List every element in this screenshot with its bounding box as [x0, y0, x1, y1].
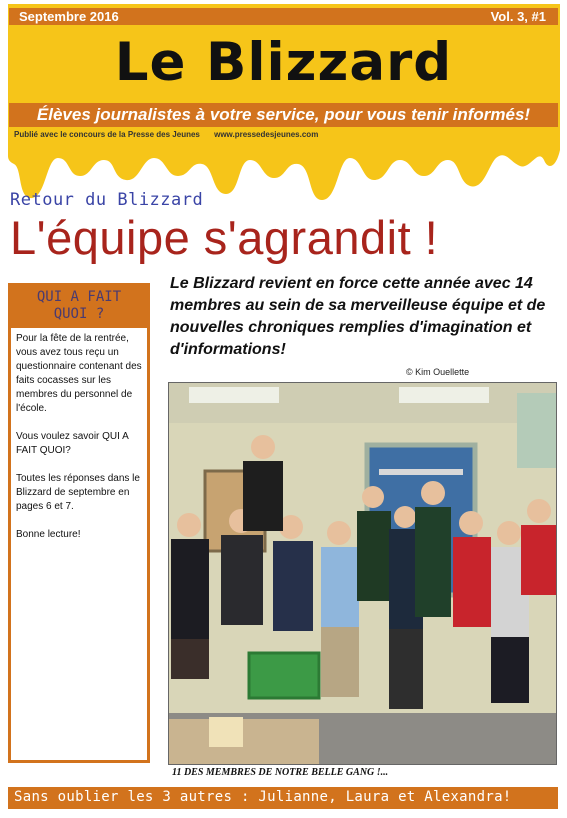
- publisher-credit: [14, 130, 318, 139]
- sidebar-title-line2: QUOI ?: [53, 306, 105, 322]
- tagline-bar: [9, 103, 558, 127]
- publisher-url[interactable]: www.pressedesjeunes.com: [214, 130, 319, 139]
- group-photo: [168, 382, 557, 765]
- photo-caption: 11 DES MEMBRES DE NOTRE BELLE GANG !...: [172, 767, 389, 778]
- sidebar-body: [16, 332, 144, 556]
- issue-date: Septembre 2016: [19, 9, 119, 24]
- footer-bar: [8, 787, 558, 809]
- sidebar-paragraph: Toutes les réponses dans le Blizzard de septembre en pages 6 et 7.: [16, 473, 140, 512]
- article-lede: Le Blizzard revient en force cette année avec 14 membres au sein de sa merveilleuse équipe et de nouvelles chroniques remplies d'imagination et d'informations!: [170, 275, 546, 358]
- photo-credit: © Kim Ouellette: [406, 367, 470, 377]
- sidebar-paragraph: Pour la fête de la rentrée, vous avez tous reçu un questionnaire contenant des faits cocasses sur les membres du personnel de l'école.: [16, 333, 142, 414]
- volume-number: Vol. 3, #1: [490, 9, 546, 24]
- article-headline: L'équipe s'agrandit !: [10, 211, 439, 264]
- sidebar-paragraph: Vous voulez savoir QUI A FAIT QUOI?: [16, 431, 129, 456]
- publisher-credit-text: Publié avec le concours de la Presse des Jeunes: [14, 130, 200, 139]
- sidebar-paragraph: Bonne lecture!: [16, 529, 81, 540]
- article-kicker: Retour du Blizzard: [10, 190, 204, 210]
- footer-text: Sans oublier les 3 autres : Julianne, Laura et Alexandra!: [14, 789, 512, 805]
- newspaper-title: Le Blizzard: [114, 32, 453, 93]
- sidebar-title-line1: QUI A FAIT: [36, 289, 122, 305]
- tagline: Élèves journalistes à votre service, pour vous tenir informés!: [36, 105, 531, 124]
- top-info-bar: [9, 8, 558, 25]
- sidebar-box: [8, 283, 150, 763]
- sidebar-title: [11, 286, 147, 328]
